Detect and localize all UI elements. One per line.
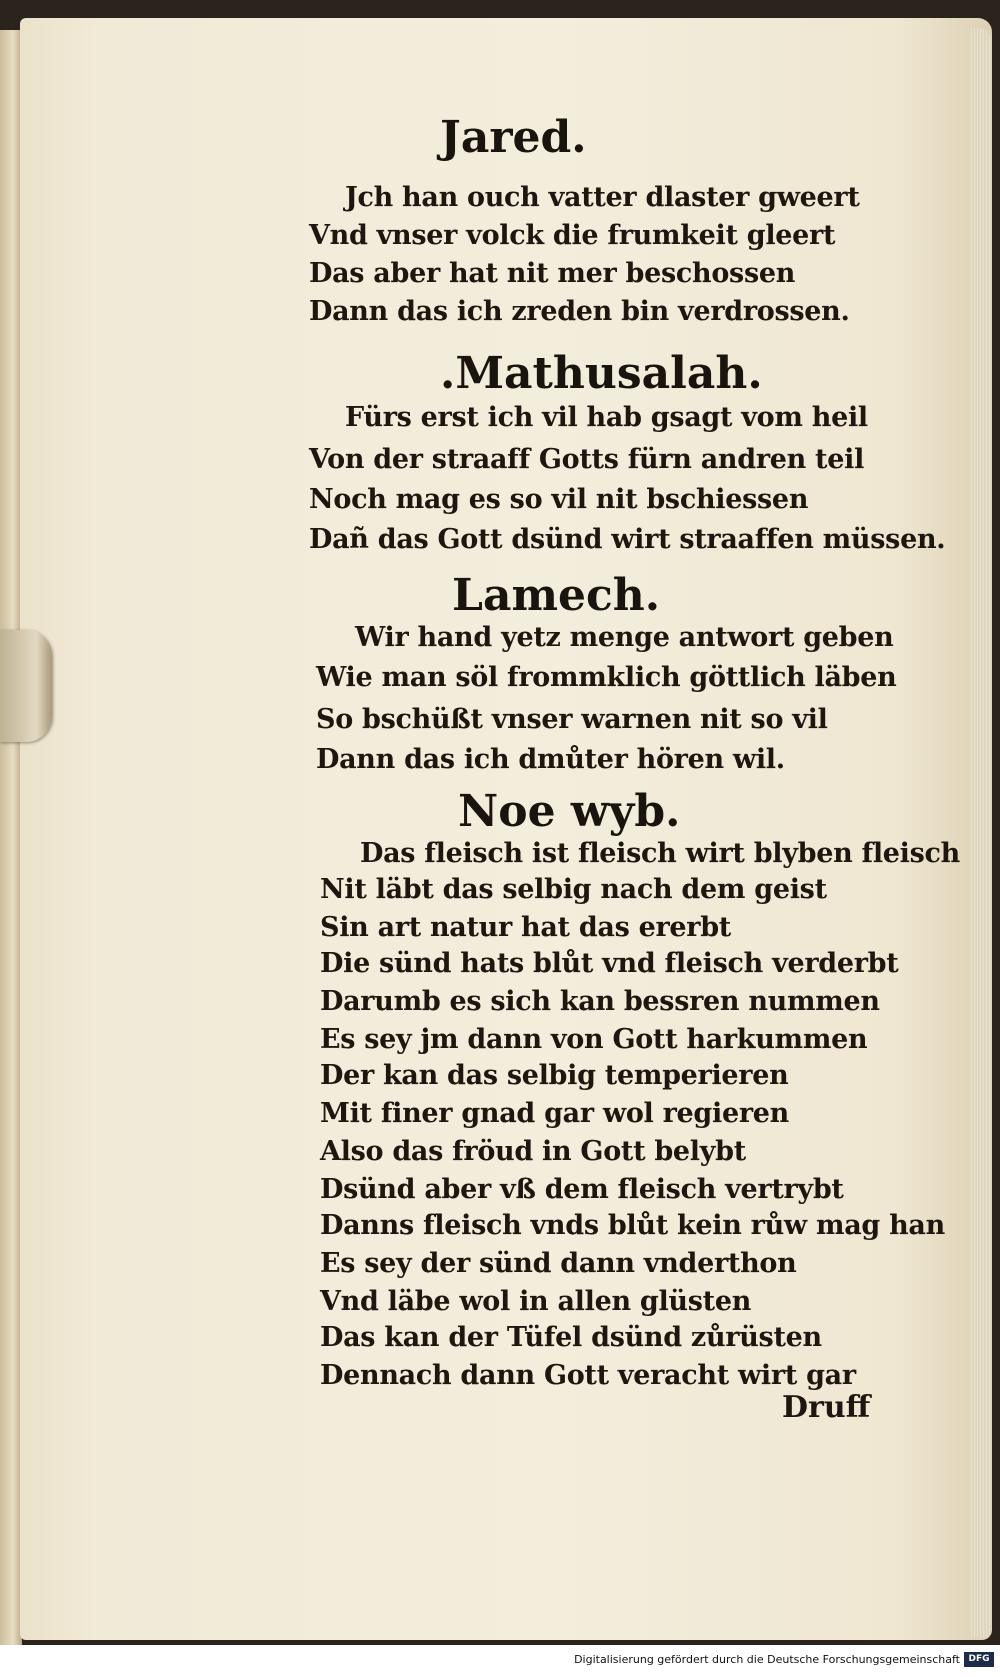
- verse-line: Wie man söl frommklich göttlich läben: [316, 662, 897, 693]
- verse-line: Dañ das Gott dsünd wirt straaffen müssen.: [309, 524, 946, 555]
- verse-line: Dann das ich zreden bin verdrossen.: [309, 296, 850, 327]
- verse-line: Dennach dann Gott veracht wirt gar: [320, 1360, 856, 1391]
- book-clasp: [0, 630, 52, 742]
- verse-line: Wir hand yetz menge antwort geben: [355, 622, 894, 653]
- footer-bar: [0, 1649, 1000, 1677]
- verse-line: Das fleisch ist fleisch wirt blyben fleisch: [360, 838, 960, 869]
- verse-line: So bschüßt vnser warnen nit so vil: [316, 704, 828, 735]
- stanza-heading-mathusalah: .Mathusalah.: [440, 348, 763, 399]
- verse-line: Noch mag es so vil nit bschiessen: [309, 484, 809, 515]
- verse-line: Das aber hat nit mer beschossen: [309, 258, 796, 289]
- catchword: Druff: [782, 1390, 871, 1425]
- verse-line: Die sünd hats blůt vnd fleisch verderbt: [320, 948, 899, 979]
- verse-line: Darumb es sich kan bessren nummen: [320, 986, 880, 1017]
- stanza-heading-lamech: Lamech.: [452, 570, 661, 621]
- stanza-heading-jared: Jared.: [440, 112, 587, 163]
- verse-line: Der kan das selbig temperieren: [320, 1060, 789, 1091]
- verse-line: Von der straaff Gotts fürn andren teil: [309, 444, 865, 475]
- footer-credit: Digitalisierung gefördert durch die Deutsche Forschungsgemeinschaft: [574, 1653, 960, 1666]
- verse-line: Vnd vnser volck die frumkeit gleert: [309, 220, 836, 251]
- stanza-heading-noe-wyb: Noe wyb.: [458, 786, 681, 837]
- verse-line: Es sey jm dann von Gott harkummen: [320, 1024, 868, 1055]
- verse-line: Danns fleisch vnds blůt kein růw mag han: [320, 1210, 945, 1241]
- dfg-logo: DFG: [964, 1652, 994, 1667]
- verse-line: Nit läbt das selbig nach dem geist: [320, 874, 827, 905]
- verse-line: Fürs erst ich vil hab gsagt vom heil: [345, 402, 868, 433]
- verse-line: Es sey der sünd dann vnderthon: [320, 1248, 797, 1279]
- verse-line: Vnd läbe wol in allen glüsten: [320, 1286, 752, 1317]
- verse-line: Jch han ouch vatter dlaster gweert: [345, 182, 860, 213]
- verse-line: Mit finer gnad gar wol regieren: [320, 1098, 789, 1129]
- verse-line: Dann das ich dmůter hören wil.: [316, 744, 785, 775]
- verse-line: Sin art natur hat das ererbt: [320, 912, 731, 943]
- verse-line: Also das fröud in Gott belybt: [320, 1136, 746, 1167]
- page-edges: [970, 28, 992, 1638]
- book-board: [0, 30, 22, 1645]
- verse-line: Dsünd aber vß dem fleisch vertrybt: [320, 1174, 844, 1205]
- verse-line: Das kan der Tüfel dsünd zůrüsten: [320, 1322, 822, 1353]
